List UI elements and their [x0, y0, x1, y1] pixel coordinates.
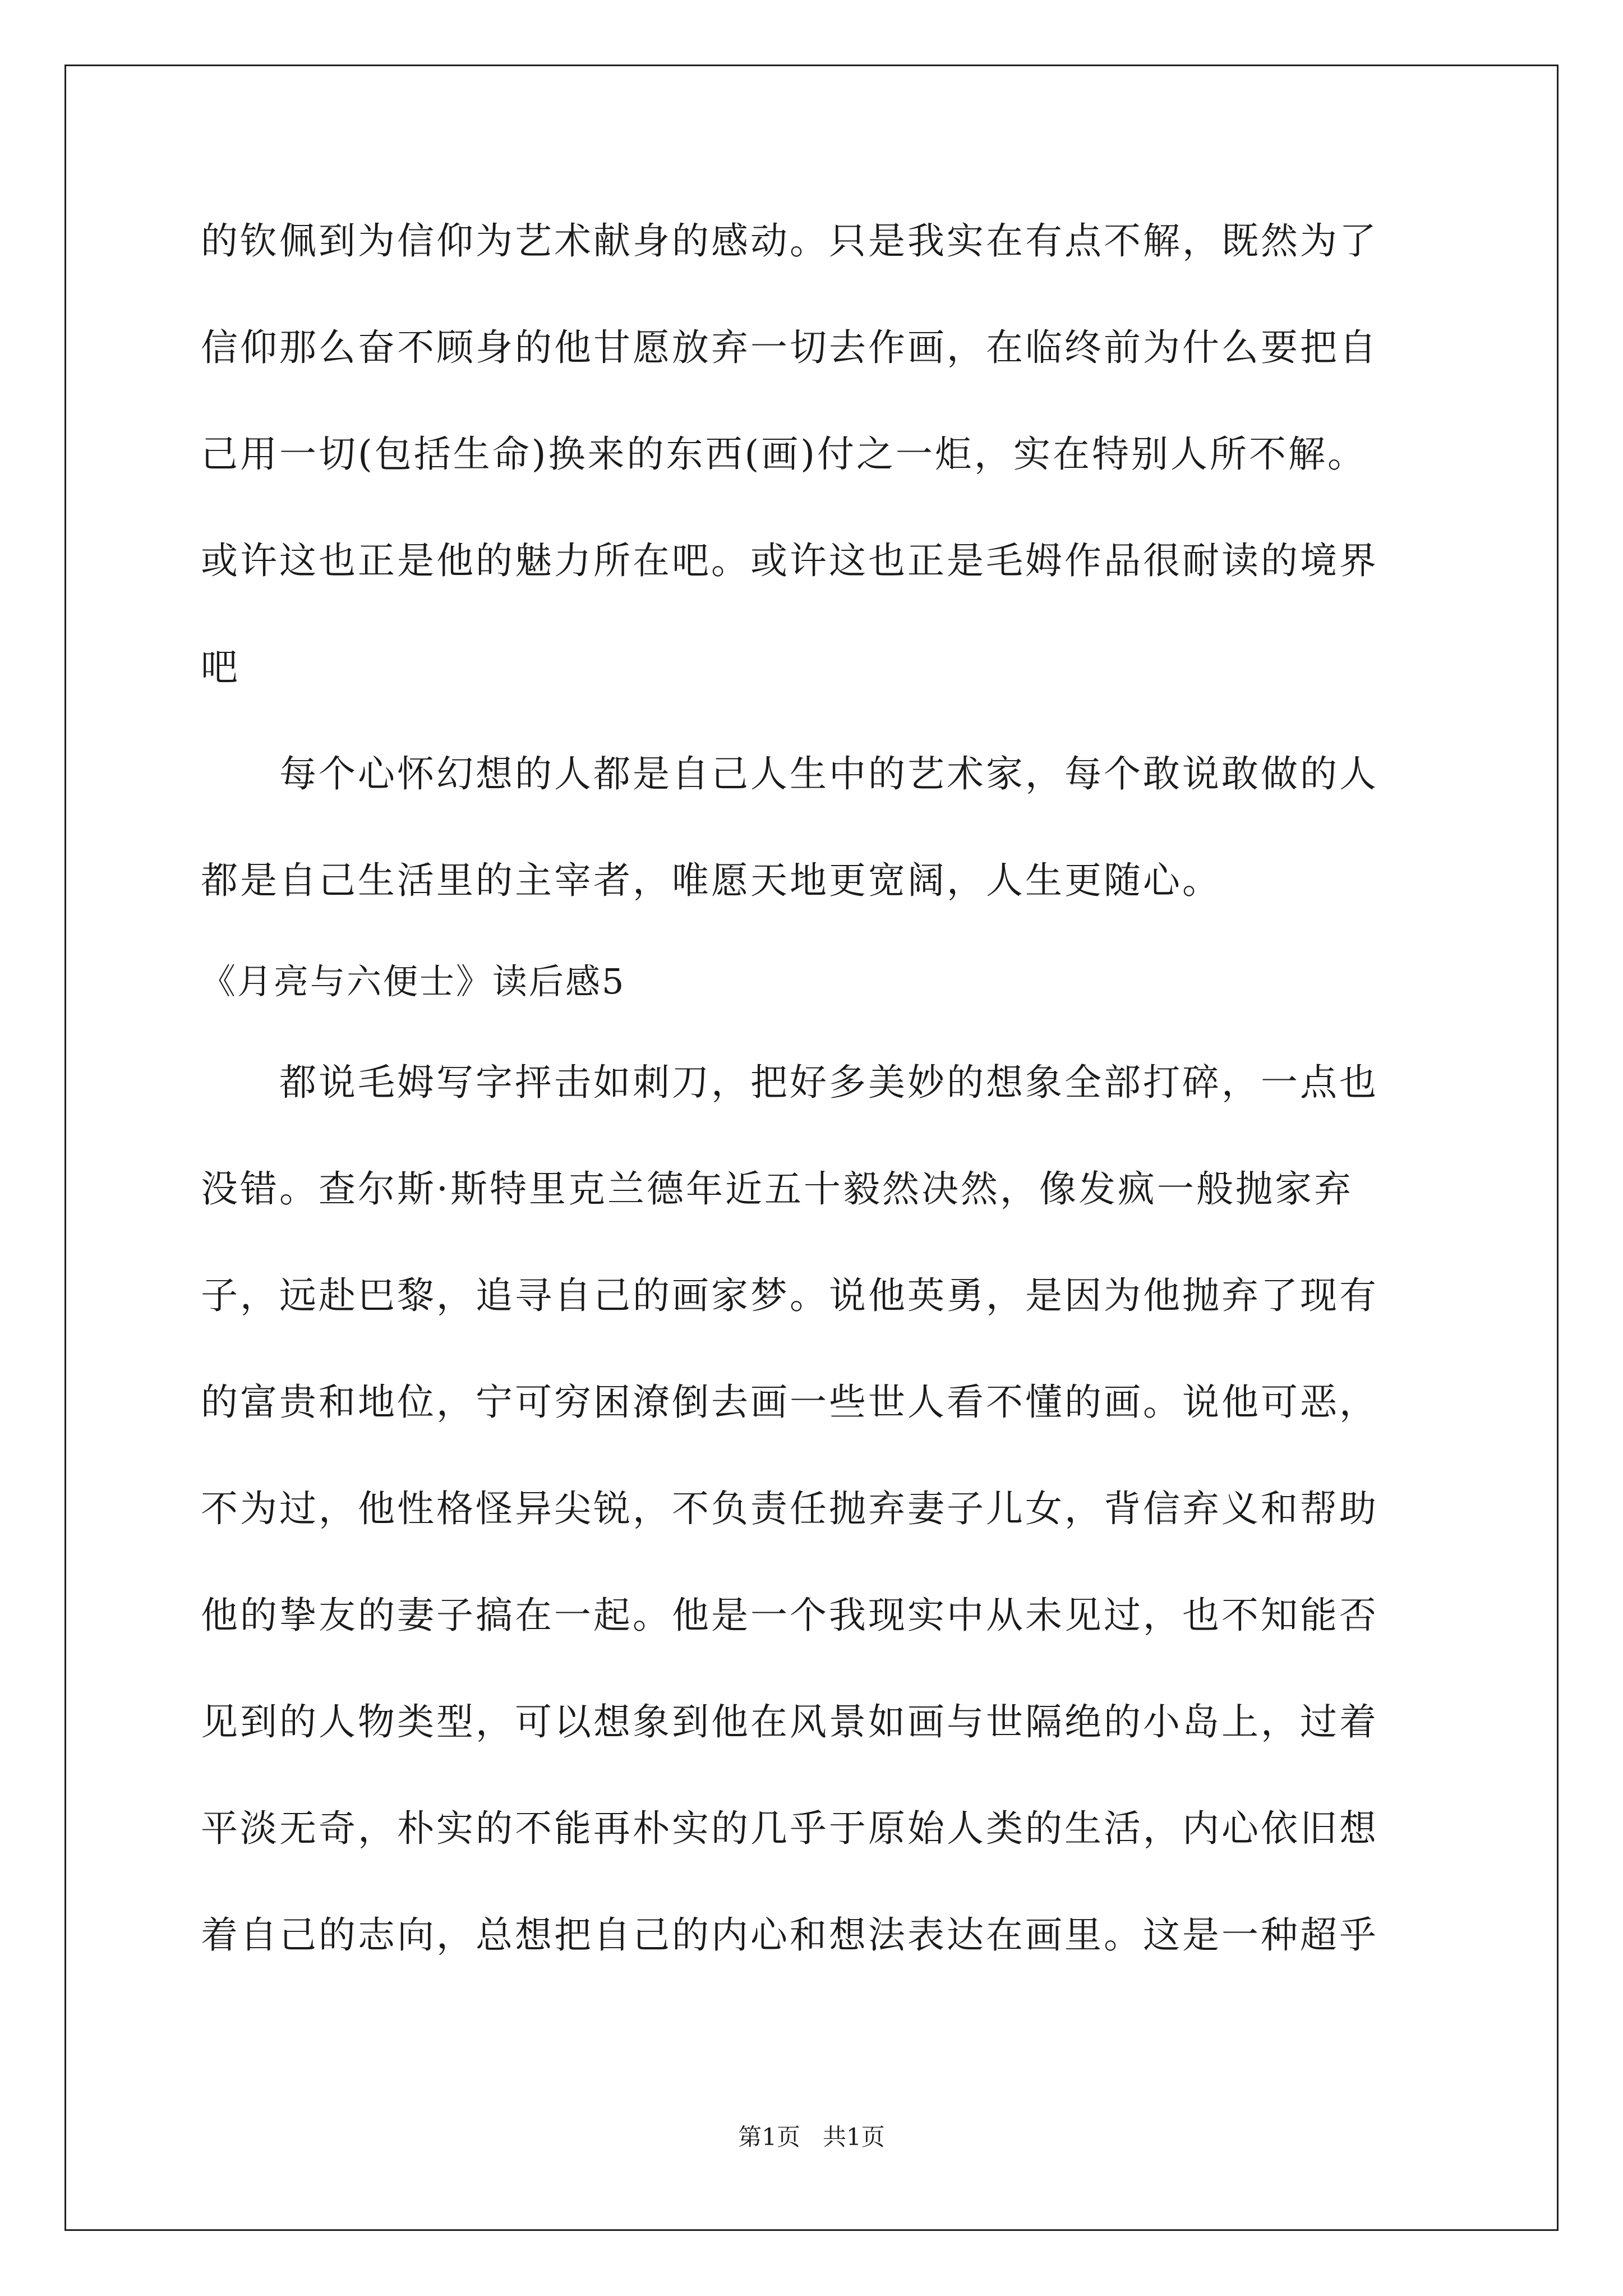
- text-line: 不为过，他性格怪异尖锐，不负责任抛弃妻子儿女，背信弃义和帮助: [201, 1487, 1378, 1530]
- text-line: 的钦佩到为信仰为艺术献身的感动。只是我实在有点不解，既然为了: [201, 219, 1378, 263]
- text-line: 见到的人物类型，可以想象到他在风景如画与世隔绝的小岛上，过着: [201, 1700, 1378, 1743]
- text-line: 子，远赴巴黎，追寻自己的画家梦。说他英勇，是因为他抛弃了现有: [201, 1274, 1378, 1317]
- text-line: 或许这也正是他的魅力所在吧。或许这也正是毛姆作品很耐读的境界: [201, 539, 1378, 582]
- text-line: 的富贵和地位，宁可穷困潦倒去画一些世人看不懂的画。说他可恶，: [201, 1381, 1378, 1424]
- text-line: 平淡无奇，朴实的不能再朴实的几乎于原始人类的生活，内心依旧想: [201, 1807, 1378, 1850]
- text-line: 没错。查尔斯·斯特里克兰德年近五十毅然决然，像发疯一般抛家弃: [201, 1167, 1353, 1211]
- page-border: [64, 65, 1559, 2231]
- text-line: 吧: [201, 646, 240, 689]
- text-line: 己用一切(包括生命)换来的东西(画)付之一炬，实在特别人所不解。: [201, 432, 1367, 476]
- text-line: 他的挚友的妻子搞在一起。他是一个我现实中从未见过，也不知能否: [201, 1594, 1378, 1637]
- paragraph-first-line: 每个心怀幻想的人都是自己人生中的艺术家，每个敢说敢做的人: [279, 752, 1378, 795]
- page-number-footer: 第1页 共1页: [738, 2123, 885, 2151]
- text-line: 着自己的志向，总想把自己的内心和想法表达在画里。这是一种超乎: [201, 1913, 1378, 1957]
- paragraph-first-line: 都说毛姆写字抨击如刺刀，把好多美妙的想象全部打碎，一点也: [279, 1061, 1378, 1104]
- text-line: 信仰那么奋不顾身的他甘愿放弃一切去作画，在临终前为什么要把自: [201, 326, 1378, 369]
- section-heading: 《月亮与六便士》读后感5: [201, 961, 626, 1002]
- text-line: 都是自己生活里的主宰者，唯愿天地更宽阔，人生更随心。: [201, 859, 1221, 902]
